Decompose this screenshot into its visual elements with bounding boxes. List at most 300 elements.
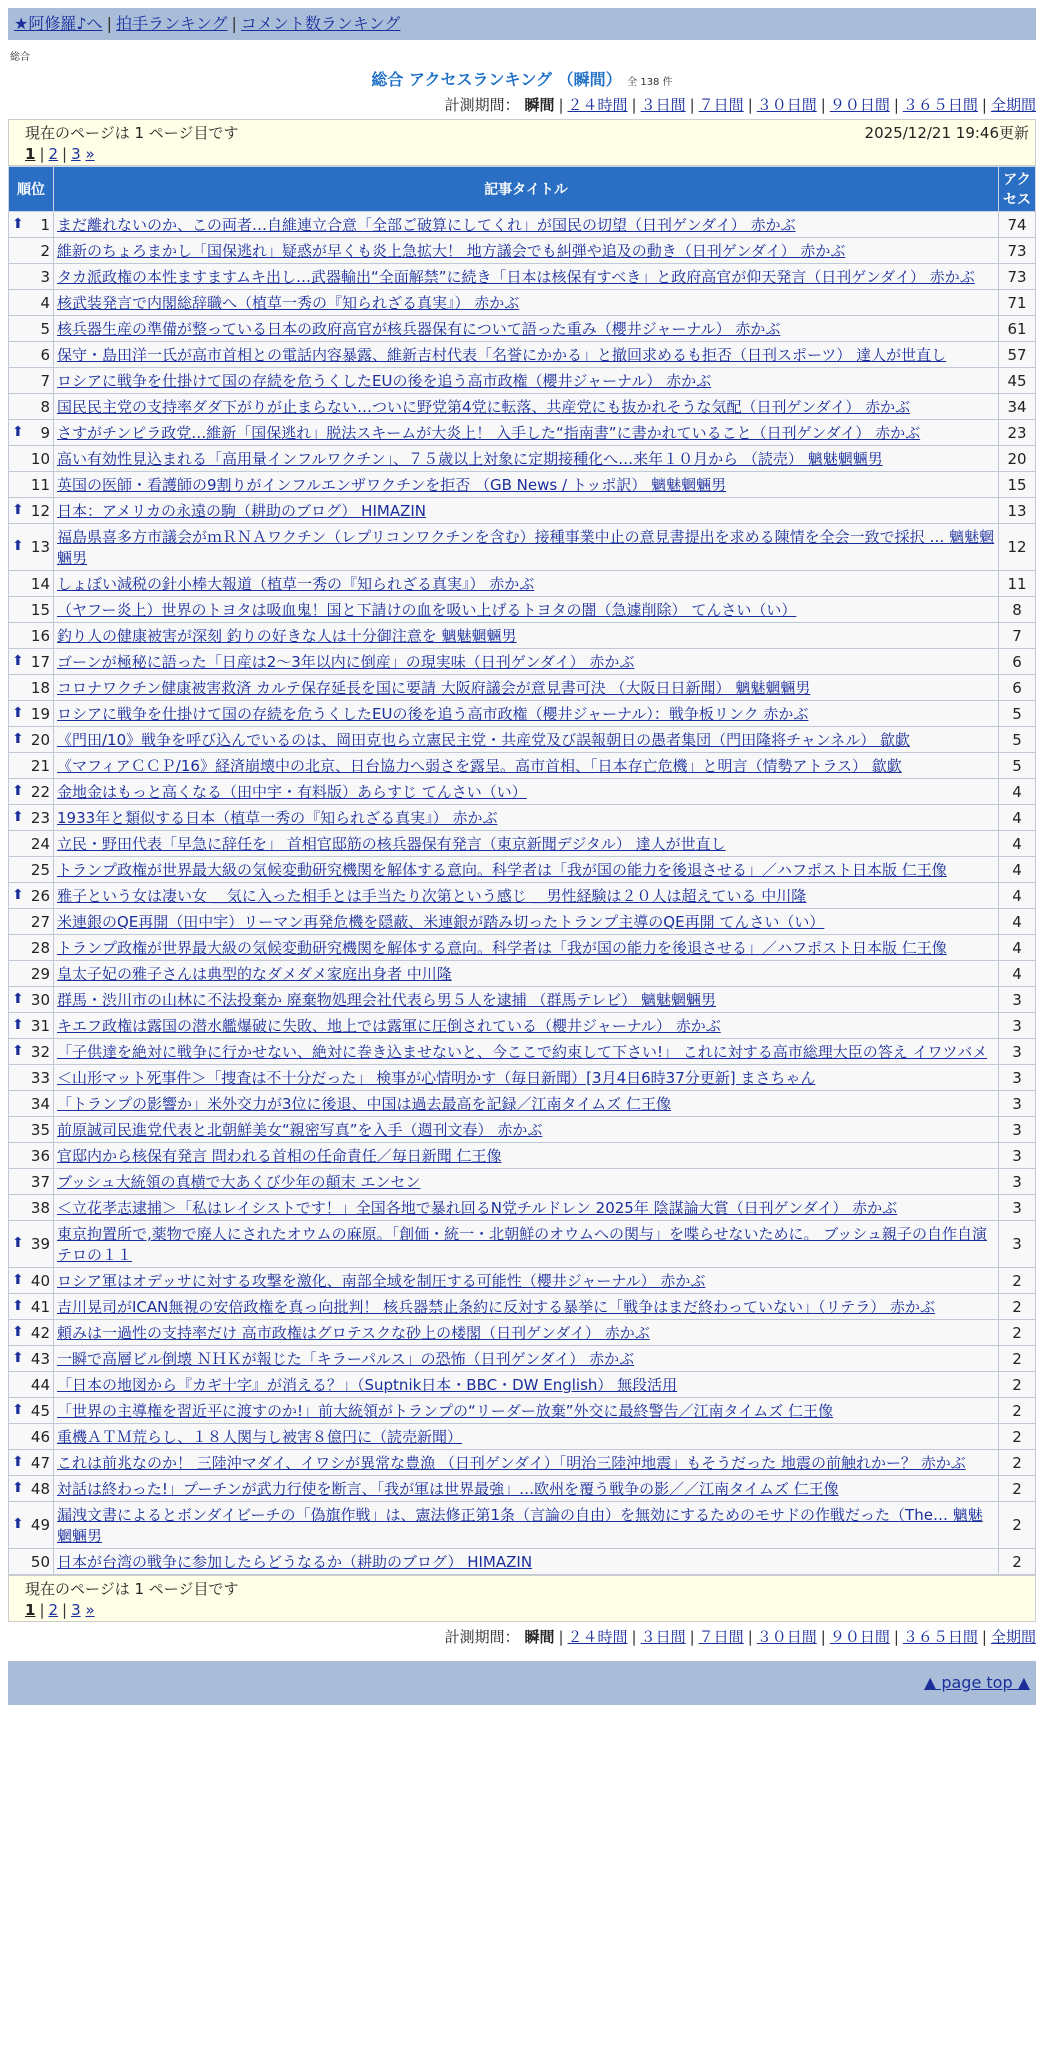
- rank-cell: [9, 264, 54, 290]
- title-cell: [54, 779, 999, 805]
- article-link[interactable]: ブッシュ大統領の真横で大あくび少年の顛末 エンセン: [57, 1173, 421, 1191]
- period-selector: [8, 94, 1036, 115]
- access-count: 23: [999, 420, 1036, 446]
- rank-number: 13: [30, 538, 50, 556]
- up-arrow-icon: ⬆: [12, 538, 24, 554]
- table-row: [9, 909, 1036, 935]
- up-arrow-icon: ⬆: [12, 704, 24, 721]
- rank-number: 46: [30, 1427, 50, 1446]
- table-row: [9, 238, 1036, 264]
- access-count: 2: [999, 1476, 1036, 1502]
- rank-cell: [9, 701, 54, 727]
- access-count: 11: [999, 571, 1036, 597]
- access-count: 8: [999, 597, 1036, 623]
- title-cell: [54, 212, 999, 238]
- title-cell: [54, 1320, 999, 1346]
- article-link[interactable]: 核武装発言で内閣総辞職へ（植草一秀の『知られざる真実』） 赤かぶ: [57, 294, 520, 312]
- rank-cell: [9, 1013, 54, 1039]
- rank-number: 2: [40, 241, 50, 260]
- table-row: [9, 498, 1036, 524]
- title-cell: [54, 446, 999, 472]
- table-row: [9, 1450, 1036, 1476]
- article-link[interactable]: ロシアに戦争を仕掛けて国の存続を危うくしたEUの後を追う高市政権（櫻井ジャーナル）：戦争板リンク 赤かぶ: [57, 705, 809, 723]
- rank-cell: [9, 571, 54, 597]
- title-cell: [54, 935, 999, 961]
- page-status: 現在のページは 1 ページ目です: [25, 1580, 239, 1598]
- article-link[interactable]: 対話は終わった!」プーチンが武力行使を断言、「我が軍は世界最強」…欧州を覆う戦争の影／／江南タイムズ 仁王像: [57, 1480, 839, 1498]
- rank-cell: [9, 1346, 54, 1372]
- up-arrow-icon: ⬆: [12, 1297, 24, 1314]
- access-count: 73: [999, 238, 1036, 264]
- access-count: 2: [999, 1398, 1036, 1424]
- access-count: 4: [999, 831, 1036, 857]
- title-cell: [54, 831, 999, 857]
- rank-number: 27: [30, 912, 50, 931]
- period-link[interactable]: ２４時間: [567, 96, 628, 114]
- next-page-link[interactable]: »: [85, 1601, 95, 1619]
- access-count: 73: [999, 264, 1036, 290]
- table-row: [9, 316, 1036, 342]
- current-page: 1: [25, 145, 36, 163]
- period-link[interactable]: ３６５日間: [902, 96, 978, 114]
- rank-number: 4: [40, 293, 50, 312]
- period-link[interactable]: ７日間: [698, 1628, 744, 1646]
- rank-cell: [9, 342, 54, 368]
- table-row: [9, 1476, 1036, 1502]
- footer-bar: [8, 1661, 1036, 1705]
- rank-number: 9: [40, 423, 50, 442]
- table-row: [9, 935, 1036, 961]
- article-link[interactable]: 高い有効性見込まれる「高用量インフルワクチン」、７５歳以上対象に定期接種化へ…来年１０月から （読売） 魑魅魍魎男: [57, 450, 883, 468]
- title-cell: [54, 597, 999, 623]
- article-link[interactable]: 1933年と類似する日本（植草一秀の『知られざる真実』） 赤かぶ: [57, 809, 498, 827]
- rank-cell: [9, 961, 54, 987]
- rank-number: 14: [30, 574, 50, 593]
- rank-number: 17: [30, 652, 50, 671]
- article-link[interactable]: 皇太子妃の雅子さんは典型的なダメダメ家庭出身者 中川隆: [57, 965, 452, 983]
- table-row: [9, 1398, 1036, 1424]
- rank-number: 50: [30, 1552, 50, 1571]
- title-cell: [54, 290, 999, 316]
- title-cell: [54, 1502, 999, 1549]
- table-row: [9, 753, 1036, 779]
- article-link[interactable]: 保守・島田洋一氏が高市首相との電話内容暴露、維新吉村代表「名誉にかかる」と撤回求めるも拒否（日刊スポーツ） 達人が世直し: [57, 346, 947, 364]
- title-cell: [54, 753, 999, 779]
- up-arrow-icon: ⬆: [12, 1323, 24, 1340]
- period-separator: |: [631, 1628, 637, 1646]
- comment-ranking-link[interactable]: コメント数ランキング: [240, 14, 401, 33]
- pager-bottom: [8, 1575, 1036, 1622]
- title-cell: [54, 1195, 999, 1221]
- period-separator: |: [893, 1628, 899, 1646]
- period-link[interactable]: ９０日間: [829, 1628, 890, 1646]
- next-page-link[interactable]: »: [85, 145, 95, 163]
- access-count: 4: [999, 935, 1036, 961]
- page-status: 現在のページは 1 ページ目です: [25, 124, 239, 142]
- rank-cell: [9, 1398, 54, 1424]
- article-link[interactable]: 「子供達を絶対に戦争に行かせない、絶対に巻き込ませないと、今ここで約束して下さい!」 これに対する高市総理大臣の答え イワツバメ: [57, 1043, 988, 1061]
- rank-cell: [9, 1169, 54, 1195]
- rank-cell: [9, 524, 54, 571]
- table-row: [9, 779, 1036, 805]
- article-link[interactable]: キエフ政権は露国の潜水艦爆破に失敗、地上では露軍に圧倒されている（櫻井ジャーナル） 赤かぶ: [57, 1017, 721, 1035]
- access-count: 3: [999, 1091, 1036, 1117]
- period-link[interactable]: ３０日間: [756, 96, 817, 114]
- article-link[interactable]: 前原誠司民進党代表と北朝鮮美女“親密写真”を入手（週刊文春） 赤かぶ: [57, 1121, 543, 1139]
- rank-number: 7: [40, 371, 50, 390]
- rank-number: 23: [30, 808, 50, 827]
- article-link[interactable]: ＜立花孝志逮捕＞「私はレイシストです！」全国各地で暴れ回るN党チルドレン 2025年 陰謀論大賞（日刊ゲンダイ） 赤かぶ: [57, 1199, 898, 1217]
- title-cell: [54, 420, 999, 446]
- access-count: 5: [999, 727, 1036, 753]
- rank-cell: [9, 446, 54, 472]
- title-cell: [54, 1065, 999, 1091]
- rank-number: 24: [30, 834, 50, 853]
- article-link[interactable]: 核兵器生産の準備が整っている日本の政府高官が核兵器保有について語った重み（櫻井ジャーナル） 赤かぶ: [57, 320, 781, 338]
- title-cell: [54, 1398, 999, 1424]
- table-row: [9, 649, 1036, 675]
- table-row: [9, 987, 1036, 1013]
- rank-number: 36: [30, 1146, 50, 1165]
- rank-cell: [9, 1195, 54, 1221]
- access-count: 3: [999, 1221, 1036, 1268]
- table-row: [9, 1320, 1036, 1346]
- access-count: 2: [999, 1320, 1036, 1346]
- rank-number: 21: [30, 756, 50, 775]
- access-count: 7: [999, 623, 1036, 649]
- title-cell: [54, 524, 999, 571]
- page-separator: |: [62, 145, 68, 163]
- period-separator: |: [820, 96, 826, 114]
- table-row: [9, 805, 1036, 831]
- article-link[interactable]: コロナワクチン健康被害救済 カルテ保存延長を国に要請 大阪府議会が意見書可決 （大阪日日新聞） 魑魅魍魎男: [57, 679, 811, 697]
- up-arrow-icon: ⬆: [12, 886, 24, 903]
- title-cell: [54, 1169, 999, 1195]
- up-arrow-icon: ⬆: [12, 215, 24, 232]
- rank-number: 6: [40, 345, 50, 364]
- article-link[interactable]: 《門田/10》戦争を呼び込んでいるのは、岡田克也ら立憲民主党・共産党及び誤報朝日の愚者集団（門田隆将チャンネル） 歙歔: [57, 731, 911, 749]
- article-link[interactable]: 釣り人の健康被害が深刻 釣りの好きな人は十分御注意を 魑魅魍魎男: [57, 627, 517, 645]
- rank-number: 16: [30, 626, 50, 645]
- article-link[interactable]: 頼みは一過性の支持率だけ 高市政権はグロテスクな砂上の楼閣（日刊ゲンダイ） 赤かぶ: [57, 1324, 650, 1342]
- rank-number: 32: [30, 1042, 50, 1061]
- period-link[interactable]: ３日間: [640, 96, 686, 114]
- table-row: [9, 1091, 1036, 1117]
- access-count: 2: [999, 1549, 1036, 1575]
- rank-cell: [9, 1502, 54, 1549]
- access-count: 71: [999, 290, 1036, 316]
- title-cell: [54, 342, 999, 368]
- up-arrow-icon: ⬆: [12, 652, 24, 669]
- table-row: [9, 472, 1036, 498]
- rank-cell: [9, 1039, 54, 1065]
- table-row: [9, 883, 1036, 909]
- rank-number: 15: [30, 600, 50, 619]
- page-link[interactable]: 2: [48, 145, 59, 163]
- period-link[interactable]: 全期間: [990, 96, 1036, 114]
- title-cell: [54, 368, 999, 394]
- period-link[interactable]: ９０日間: [829, 96, 890, 114]
- period-current: 瞬間: [524, 1628, 555, 1646]
- rank-cell: [9, 1117, 54, 1143]
- up-arrow-icon: ⬆: [12, 1271, 24, 1288]
- title-cell: [54, 805, 999, 831]
- article-link[interactable]: 立民・野田代表「早急に辞任を」 首相官邸筋の核兵器保有発言（東京新聞デジタル） 達人が世直し: [57, 835, 726, 853]
- period-separator: |: [558, 96, 564, 114]
- rank-cell: [9, 675, 54, 701]
- article-link[interactable]: 維新のちょろまかし「国保逃れ」疑惑が早くも炎上急拡大！ 地方議会でも糾弾や追及の動き（日刊ゲンダイ） 赤かぶ: [57, 242, 846, 260]
- up-arrow-icon: ⬆: [12, 1016, 24, 1033]
- rank-number: 1: [40, 215, 50, 234]
- article-link[interactable]: 「トランプの影響か」米外交力が3位に後退、中国は過去最高を記録／江南タイムズ 仁王像: [57, 1095, 672, 1113]
- table-row: [9, 701, 1036, 727]
- title-header: 記事タイトル: [54, 167, 999, 212]
- title-cell: [54, 909, 999, 935]
- article-link[interactable]: ＜山形マット死事件＞「捜査は不十分だった」 検事が心情明かす（毎日新聞）[3月4日6時37分更新] まさちゃん: [57, 1069, 816, 1087]
- article-link[interactable]: ロシアに戦争を仕掛けて国の存続を危うくしたEUの後を追う高市政権（櫻井ジャーナル） 赤かぶ: [57, 372, 712, 390]
- rank-number: 3: [40, 267, 50, 286]
- rank-cell: [9, 935, 54, 961]
- period-selector: [8, 1626, 1036, 1647]
- article-link[interactable]: 《マフィアＣＣＰ/16》経済崩壊中の北京、日台協力へ弱さを露呈。高市首相、「日本存亡危機」と明言（情勢アトラス） 歙歔: [57, 757, 902, 775]
- rank-cell: [9, 727, 54, 753]
- rank-cell: [9, 498, 54, 524]
- rank-cell: [9, 987, 54, 1013]
- up-arrow-icon: ⬆: [12, 423, 24, 440]
- period-link[interactable]: ３日間: [640, 1628, 686, 1646]
- table-row: [9, 290, 1036, 316]
- title-cell: [54, 1372, 999, 1398]
- article-link[interactable]: 日本が台湾の戦争に参加したらどうなるか（耕助のブログ） HIMAZIN: [57, 1553, 533, 1571]
- rank-number: 25: [30, 860, 50, 879]
- table-row: [9, 264, 1036, 290]
- article-link[interactable]: 官邸内から核保有発言 問われる首相の任命責任／毎日新聞 仁王像: [57, 1147, 502, 1165]
- access-count: 12: [999, 524, 1036, 571]
- table-row: [9, 831, 1036, 857]
- rank-cell: [9, 909, 54, 935]
- page-title: [8, 67, 1036, 90]
- article-link[interactable]: 群馬・渋川市の山林に不法投棄か 廃棄物処理会社代表ら男５人を逮捕 （群馬テレビ） 魑魅魍魎男: [57, 991, 717, 1009]
- table-row: [9, 1065, 1036, 1091]
- table-row: [9, 1424, 1036, 1450]
- article-link[interactable]: 重機ＡＴＭ荒らし、１８人関与し被害８億円に（読売新聞）: [57, 1428, 463, 1446]
- ranking-title: 総合 アクセスランキング （瞬間）: [371, 70, 622, 89]
- table-row: [9, 1268, 1036, 1294]
- period-current: 瞬間: [524, 96, 555, 114]
- article-link[interactable]: 東京拘置所で,薬物で廃人にされたオウムの麻原。「創価・統一・北朝鮮のオウムへの関与」を喋らせないために。 ブッシュ親子の自作自演テロの１１: [57, 1225, 987, 1264]
- rank-cell: [9, 753, 54, 779]
- article-link[interactable]: 「日本の地図から『カギ十字』が消える？」（Suptnik日本・BBC・DW English） 無段活用: [57, 1376, 678, 1394]
- top-nav-bar: [8, 8, 1036, 40]
- article-link[interactable]: 福島県喜多方市議会がｍＲＮＡワクチン（レプリコンワクチンを含む）接種事業中止の意見書提出を求める陳情を全会一致で採択 … 魑魅魍魎男: [57, 528, 995, 567]
- article-link[interactable]: （ヤフー炎上）世界のトヨタは吸血鬼！国と下請けの血を吸い上げるトヨタの闇（急遽削除） てんさい（い）: [57, 601, 797, 619]
- rank-cell: [9, 1476, 54, 1502]
- article-link[interactable]: 一瞬で高層ビル倒壊 ＮＨＫが報じた「キラーパルス」の恐怖（日刊ゲンダイ） 赤かぶ: [57, 1350, 635, 1368]
- access-count: 2: [999, 1346, 1036, 1372]
- article-link[interactable]: トランプ政権が世界最大級の気候変動研究機関を解体する意向。科学者は「我が国の能力を後退させる」／ハフポスト日本版 仁王像: [57, 939, 947, 957]
- article-link[interactable]: トランプ政権が世界最大級の気候変動研究機関を解体する意向。科学者は「我が国の能力を後退させる」／ハフポスト日本版 仁王像: [57, 861, 947, 879]
- rank-number: 35: [30, 1120, 50, 1139]
- rank-number: 40: [30, 1271, 50, 1290]
- title-cell: [54, 961, 999, 987]
- article-link[interactable]: 雅子という女は凄い女 ＿気に入った相手とは手当たり次第という感じ ＿男性経験は２０人は超えている 中川隆: [57, 887, 807, 905]
- total-count: 全 138 件: [627, 77, 673, 88]
- table-row: [9, 524, 1036, 571]
- rank-cell: [9, 649, 54, 675]
- access-count: 3: [999, 1039, 1036, 1065]
- title-cell: [54, 883, 999, 909]
- article-link[interactable]: さすがチンピラ政党…維新「国保逃れ」脱法スキームが大炎上！ 入手した“指南書”に書かれていること（日刊ゲンダイ） 赤かぶ: [57, 424, 921, 442]
- access-count: 3: [999, 1195, 1036, 1221]
- access-count: 61: [999, 316, 1036, 342]
- article-link[interactable]: 漏洩文書によるとボンダイビーチの「偽旗作戦」は、憲法修正第1条（言論の自由）を無効にするためのモサドの作戦だった（The… 魑魅魍魎男: [57, 1506, 983, 1545]
- access-count: 57: [999, 342, 1036, 368]
- table-row: [9, 1013, 1036, 1039]
- article-link[interactable]: 吉川晃司がICAN無視の安倍政権を真っ向批判！ 核兵器禁止条約に反対する暴挙に「戦争はまだ終わっていない」（リテラ） 赤かぶ: [57, 1298, 935, 1316]
- rank-number: 19: [30, 704, 50, 723]
- rank-cell: [9, 1091, 54, 1117]
- title-cell: [54, 623, 999, 649]
- title-cell: [54, 1549, 999, 1575]
- title-cell: [54, 316, 999, 342]
- updated-time: 2025/12/21 19:46更新: [864, 124, 1029, 142]
- title-cell: [54, 1039, 999, 1065]
- period-label: 計測期間：: [444, 1628, 525, 1646]
- title-cell: [54, 238, 999, 264]
- table-row: [9, 394, 1036, 420]
- title-cell: [54, 987, 999, 1013]
- rank-cell: [9, 831, 54, 857]
- article-link[interactable]: 英国の医師・看護師の9割りがインフルエンザワクチンを拒否 （GB News / トッポ訳） 魑魅魍魎男: [57, 476, 727, 494]
- rank-cell: [9, 1424, 54, 1450]
- up-arrow-icon: ⬆: [12, 808, 24, 825]
- rank-cell: [9, 883, 54, 909]
- rank-number: 12: [30, 501, 50, 520]
- table-row: [9, 1372, 1036, 1398]
- page-links: [15, 145, 1029, 163]
- access-count: 20: [999, 446, 1036, 472]
- title-cell: [54, 1424, 999, 1450]
- period-separator: |: [893, 96, 899, 114]
- period-separator: |: [558, 1628, 564, 1646]
- title-cell: [54, 472, 999, 498]
- up-arrow-icon: ⬆: [12, 1516, 24, 1532]
- article-link[interactable]: 日本：アメリカの永遠の駒（耕助のブログ） HIMAZIN: [57, 502, 426, 520]
- rank-cell: [9, 1294, 54, 1320]
- up-arrow-icon: ⬆: [12, 1453, 24, 1470]
- article-link[interactable]: 金地金はもっと高くなる（田中宇・有料版）あらすじ てんさい（い）: [57, 783, 527, 801]
- table-header-row: [9, 167, 1036, 212]
- article-link[interactable]: 国民民主党の支持率ダダ下がりが止まらない…ついに野党第4党に転落、共産党にも抜かれそうな気配（日刊ゲンダイ） 赤かぶ: [57, 398, 911, 416]
- article-link[interactable]: タカ派政権の本性ますますムキ出し…武器輸出“全面解禁”に続き「日本は核保有すべき」と政府高官が仰天発言（日刊ゲンダイ） 赤かぶ: [57, 268, 975, 286]
- rank-number: 45: [30, 1401, 50, 1420]
- rank-number: 20: [30, 730, 50, 749]
- rank-cell: [9, 238, 54, 264]
- article-link[interactable]: しょぼい減税の針小棒大報道（植草一秀の『知られざる真実』） 赤かぶ: [57, 575, 535, 593]
- table-row: [9, 1117, 1036, 1143]
- access-count: 13: [999, 498, 1036, 524]
- table-row: [9, 1346, 1036, 1372]
- home-link[interactable]: ★阿修羅♪へ: [14, 14, 103, 33]
- up-arrow-icon: ⬆: [12, 1235, 24, 1251]
- article-link[interactable]: 米連銀のQE再開（田中宇）リーマン再発危機を隠蔽、米連銀が踏み切ったトランプ主導のQE再開 てんさい（い）: [57, 913, 825, 931]
- rank-number: 29: [30, 964, 50, 983]
- period-link[interactable]: ２４時間: [567, 1628, 628, 1646]
- article-link[interactable]: これは前兆なのか！ 三陸沖マダイ、イワシが異常な豊漁 （日刊ゲンダイ）「明治三陸沖地震」もそうだった 地震の前触れかー？ 赤かぶ: [57, 1454, 966, 1472]
- rank-cell: [9, 779, 54, 805]
- rank-cell: [9, 420, 54, 446]
- table-row: [9, 212, 1036, 238]
- rank-number: 49: [30, 1516, 50, 1534]
- table-row: [9, 623, 1036, 649]
- rank-number: 30: [30, 990, 50, 1009]
- access-count: 4: [999, 779, 1036, 805]
- access-count: 4: [999, 909, 1036, 935]
- article-link[interactable]: まだ離れないのか、この両者…自維連立合意「全部ご破算にしてくれ」が国民の切望（日刊ゲンダイ） 赤かぶ: [57, 216, 796, 234]
- period-link[interactable]: ３０日間: [756, 1628, 817, 1646]
- access-count: 3: [999, 1013, 1036, 1039]
- period-link[interactable]: 全期間: [990, 1628, 1036, 1646]
- table-row: [9, 1143, 1036, 1169]
- rank-number: 47: [30, 1453, 50, 1472]
- access-count: 45: [999, 368, 1036, 394]
- up-arrow-icon: ⬆: [12, 782, 24, 799]
- rank-cell: [9, 1549, 54, 1575]
- page-separator: |: [39, 1601, 45, 1619]
- article-link[interactable]: ゴーンが極秘に語った「日産は2～3年以内に倒産」の現実味（日刊ゲンダイ） 赤かぶ: [57, 653, 635, 671]
- period-link[interactable]: ７日間: [698, 96, 744, 114]
- table-row: [9, 1502, 1036, 1549]
- table-row: [9, 1221, 1036, 1268]
- title-cell: [54, 1268, 999, 1294]
- access-count: 4: [999, 883, 1036, 909]
- title-cell: [54, 1221, 999, 1268]
- title-cell: [54, 675, 999, 701]
- access-count: 3: [999, 987, 1036, 1013]
- rank-cell: [9, 1372, 54, 1398]
- article-link[interactable]: 「世界の主導権を習近平に渡すのか!」前大統領がトランプの“リーダー放棄”外交に最終警告／江南タイムズ 仁王像: [57, 1402, 834, 1420]
- period-separator: |: [981, 1628, 987, 1646]
- table-row: [9, 342, 1036, 368]
- period-label: 計測期間：: [444, 96, 525, 114]
- up-arrow-icon: ⬆: [12, 1479, 24, 1496]
- access-count: 2: [999, 1268, 1036, 1294]
- rank-number: 10: [30, 449, 50, 468]
- access-count: 4: [999, 805, 1036, 831]
- page-link[interactable]: 3: [71, 1601, 81, 1619]
- rank-cell: [9, 394, 54, 420]
- nav-separator: |: [106, 14, 112, 33]
- up-arrow-icon: ⬆: [12, 1401, 24, 1418]
- article-link[interactable]: ロシア軍はオデッサに対する攻撃を激化、南部全域を制圧する可能性（櫻井ジャーナル） 赤かぶ: [57, 1272, 706, 1290]
- rank-number: 43: [30, 1349, 50, 1368]
- page-link[interactable]: 3: [71, 145, 81, 163]
- page-top-link[interactable]: ▲ page top ▲: [923, 1673, 1030, 1692]
- access-count: 2: [999, 1424, 1036, 1450]
- page-link[interactable]: 2: [48, 1601, 59, 1619]
- rank-cell: [9, 1065, 54, 1091]
- clap-ranking-link[interactable]: 拍手ランキング: [115, 14, 228, 33]
- period-link[interactable]: ３６５日間: [902, 1628, 978, 1646]
- period-separator: |: [747, 96, 753, 114]
- title-cell: [54, 1450, 999, 1476]
- up-arrow-icon: ⬆: [12, 1349, 24, 1366]
- rank-number: 8: [40, 397, 50, 416]
- access-count: 4: [999, 857, 1036, 883]
- title-cell: [54, 1143, 999, 1169]
- rank-number: 28: [30, 938, 50, 957]
- table-row: [9, 1549, 1036, 1575]
